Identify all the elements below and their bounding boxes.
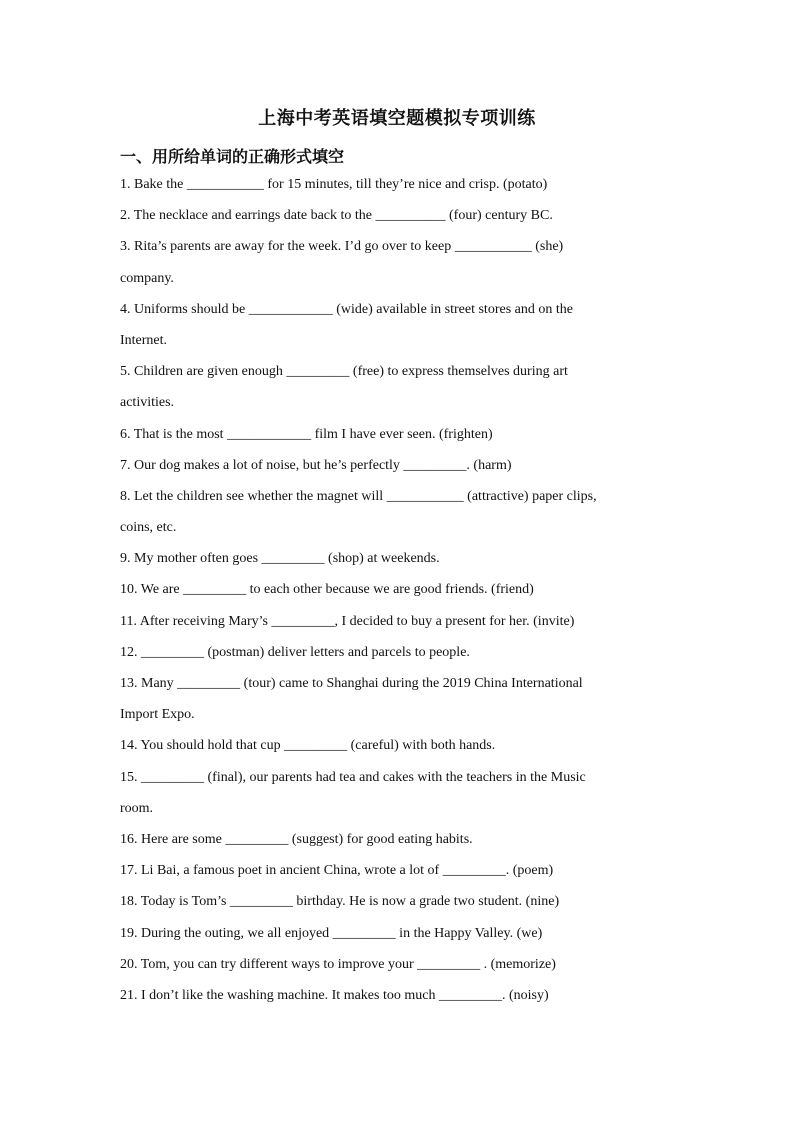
question-line: 4. Uniforms should be ____________ (wide) available in street stores and on the	[120, 301, 573, 317]
question-line: 10. We are _________ to each other because we are good friends. (friend)	[120, 582, 534, 598]
question-line: 1. Bake the ___________ for 15 minutes, till they’re nice and crisp. (potato)	[120, 177, 548, 192]
question-line: 21. I don’t like the washing machine. It makes too much _________. (noisy)	[120, 987, 549, 1003]
question-line: 6. That is the most ____________ film I have ever seen. (frighten)	[120, 426, 493, 442]
question-line-continuation: coins, etc.	[120, 520, 177, 536]
question-line: 5. Children are given enough _________ (free) to express themselves during art	[120, 364, 568, 380]
question-line: 18. Today is Tom’s _________ birthday. He is now a grade two student. (nine)	[120, 894, 560, 910]
question-line: 14. You should hold that cup _________ (careful) with both hands.	[120, 738, 496, 754]
question-line: 8. Let the children see whether the magnet will ___________ (attractive) paper clips,	[120, 488, 597, 504]
question-line-continuation: room.	[120, 800, 154, 816]
question-line: 12. _________ (postman) deliver letters and parcels to people.	[120, 644, 470, 660]
question-line: 20. Tom, you can try different ways to improve your _________ . (memorize)	[120, 956, 556, 972]
question-line: 15. _________ (final), our parents had tea and cakes with the teachers in the Music	[120, 769, 586, 785]
question-line: 11. After receiving Mary’s _________, I decided to buy a present for her. (invite)	[120, 613, 575, 629]
question-line: 19. During the outing, we all enjoyed _________ in the Happy Valley. (we)	[120, 925, 543, 941]
section-heading: 一、用所给单词的正确形式填空	[120, 149, 345, 166]
question-line-continuation: company.	[120, 270, 174, 286]
question-line: 16. Here are some _________ (suggest) for good eating habits.	[120, 831, 473, 847]
question-line-continuation: activities.	[120, 395, 175, 411]
question-line: 9. My mother often goes _________ (shop) at weekends.	[120, 551, 440, 567]
question-line-continuation: Internet.	[120, 332, 168, 348]
page-title: 上海中考英语填空题模拟专项训练	[258, 108, 536, 128]
question-line: 7. Our dog makes a lot of noise, but he’s perfectly _________. (harm)	[120, 457, 512, 473]
question-line: 3. Rita’s parents are away for the week. I’d go over to keep ___________ (she)	[120, 239, 564, 255]
question-line: 17. Li Bai, a famous poet in ancient China, wrote a lot of _________. (poem)	[120, 863, 554, 879]
question-line-continuation: Import Expo.	[120, 707, 195, 723]
question-list	[120, 169, 680, 1011]
question-line: 2. The necklace and earrings date back to the __________ (four) century BC.	[120, 208, 553, 224]
question-line: 13. Many _________ (tour) came to Shanghai during the 2019 China International	[120, 676, 583, 691]
